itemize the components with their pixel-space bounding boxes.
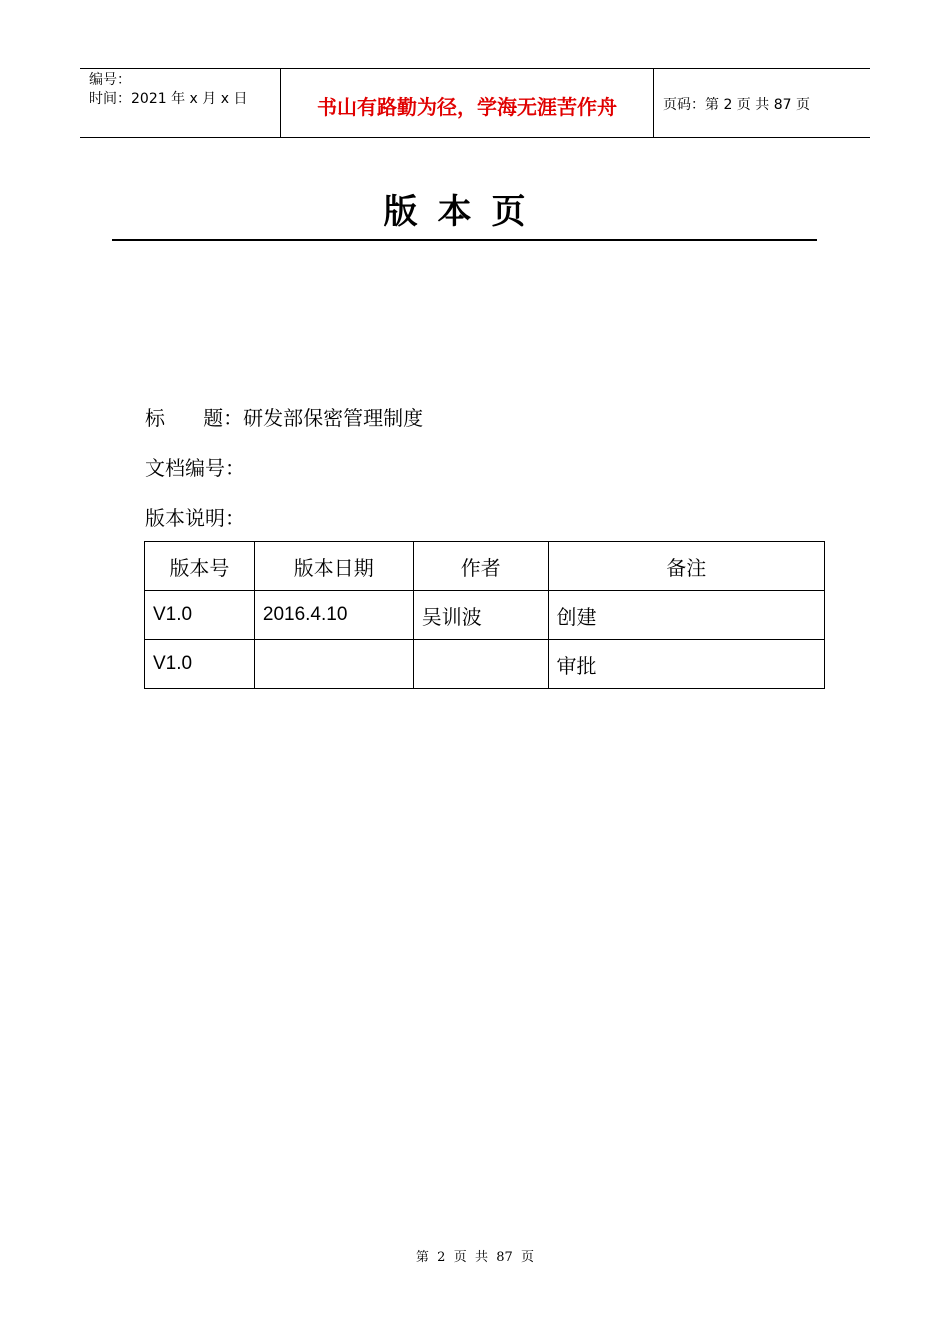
header-motto: 书山有路勤为径，学海无涯苦作舟 [281, 69, 654, 137]
page-header [80, 68, 870, 138]
header-number: 编号： [89, 72, 131, 88]
table-row [145, 591, 825, 640]
cell-author: 吴训波 [413, 591, 548, 640]
version-table [144, 541, 825, 689]
header-remark: 备注 [548, 542, 824, 591]
cell-date: 2016.4.10 [254, 591, 413, 640]
field-version-desc [145, 504, 245, 532]
field-title-label: 标 题： [145, 406, 244, 430]
cell-date [254, 640, 413, 689]
cell-remark: 创建 [548, 591, 824, 640]
table-row [145, 640, 825, 689]
field-doc-number-label: 文档编号： [145, 456, 245, 480]
cell-author [413, 640, 548, 689]
cell-version: V1.0 [145, 640, 255, 689]
header-date: 版本日期 [254, 542, 413, 591]
header-meta [80, 69, 281, 137]
header-author: 作者 [413, 542, 548, 591]
title-underline [112, 239, 817, 241]
header-page-info: 页码：第 2 页 共 87 页 [663, 97, 810, 113]
page-footer: 第 2 页 共 87 页 [415, 1250, 535, 1265]
field-title-value: 研发部保密管理制度 [243, 406, 424, 430]
header-version: 版本号 [145, 542, 255, 591]
field-title [145, 404, 423, 432]
field-version-desc-label: 版本说明： [145, 506, 245, 530]
page-title: 版本页 [383, 192, 546, 232]
header-time: 时间：2021 年 x 月 x 日 [89, 91, 248, 107]
field-doc-number [145, 454, 245, 482]
table-header-row [145, 542, 825, 591]
cell-remark: 审批 [548, 640, 824, 689]
cell-version: V1.0 [145, 591, 255, 640]
